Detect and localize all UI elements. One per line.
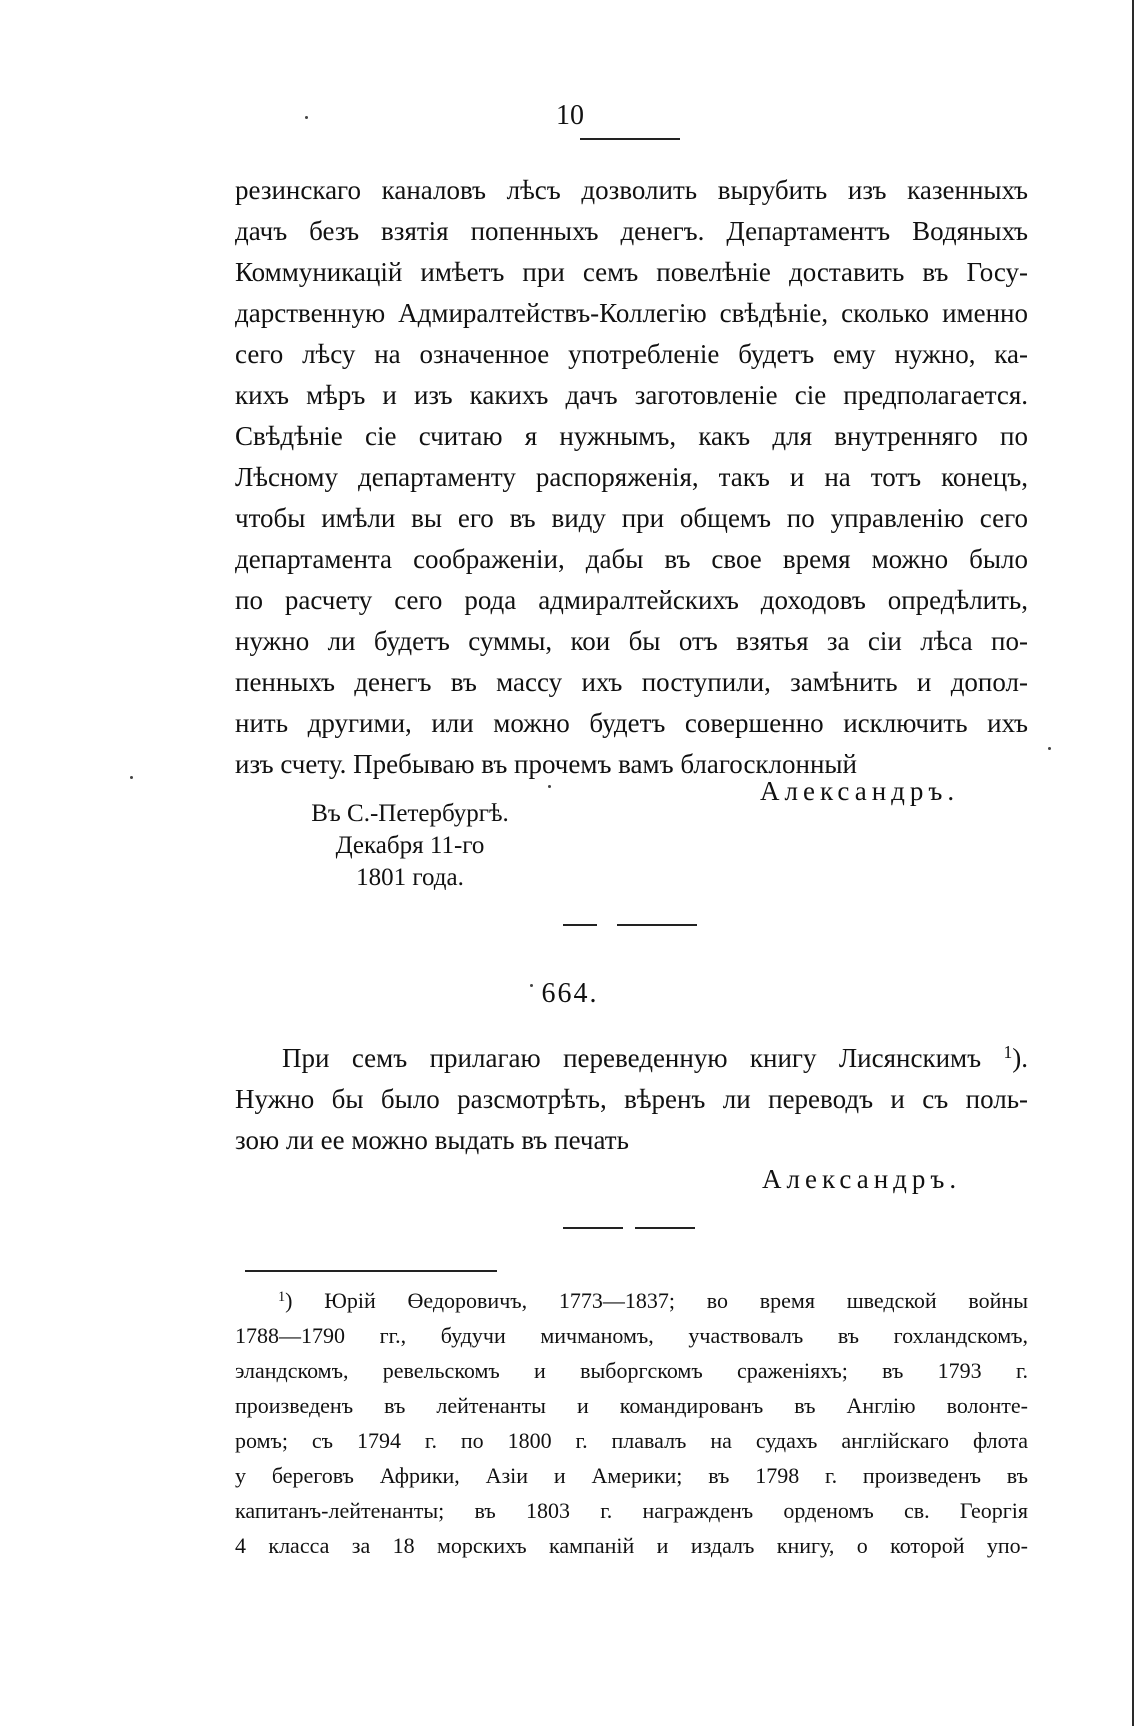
page-number: 10 [556, 100, 584, 131]
body-line: резинскаго каналовъ лѣсъ дозволить вырубить изъ казенныхъ [235, 175, 1028, 205]
separator-rule [563, 1227, 623, 1229]
place-line: Въ С.-Петербургѣ. [311, 800, 509, 827]
scan-speck [305, 116, 308, 119]
date-line: Декабря 11-го [335, 832, 485, 859]
page-edge-line [1132, 0, 1134, 1726]
body-line: Нужно бы было разсмотрѣть, вѣренъ ли переводъ и съ поль- [235, 1084, 1028, 1114]
place-date-block [280, 798, 540, 894]
body-text: При семъ прилагаю переведенную книгу Лисянскимъ [282, 1043, 1004, 1073]
separator-rule [635, 1227, 695, 1229]
body-line: департамента соображеніи, дабы въ свое время можно было [235, 544, 1028, 574]
body-text: ). [1012, 1043, 1028, 1073]
footnote-marker: 1 [278, 1288, 286, 1305]
footnote-line: ромъ; съ 1794 г. по 1800 г. плавалъ на судахъ англійскаго флота [235, 1428, 1028, 1453]
scan-speck [130, 776, 133, 779]
footnote-rule [245, 1270, 497, 1272]
footnote-line: произведенъ въ лейтенанты и командированъ въ Англію волонте- [235, 1393, 1028, 1418]
signature-alexander: Александръ. [762, 1164, 962, 1194]
body-line [282, 1038, 1028, 1078]
body-line: чтобы имѣли вы его въ виду при общемъ по управленію сего [235, 503, 1028, 533]
footnote-line: эландскомъ, ревельскомъ и выборгскомъ сраженіяхъ; въ 1793 г. [235, 1358, 1028, 1383]
signature-alexander: Александръ. [760, 776, 960, 806]
footnote-ref: 1 [1003, 1042, 1013, 1063]
body-line: дачъ безъ взятія попенныхъ денегъ. Департаментъ Водяныхъ [235, 216, 1028, 246]
document-number: 664. [541, 978, 599, 1009]
body-line: Коммуникацій имѣетъ при семъ повелѣніе доставить въ Госу- [235, 257, 1028, 287]
footnote-line: капитанъ-лейтенанты; въ 1803 г. награжденъ орденомъ св. Георгія [235, 1498, 1028, 1523]
body-line: зою ли ее можно выдать въ печать [235, 1125, 629, 1155]
page-number-rule [580, 138, 680, 140]
body-line: пенныхъ денегъ въ массу ихъ поступили, замѣнить и допол- [235, 667, 1028, 697]
footnote-text: ) Юрій Өедоровичъ, 1773—1837; во время шведской войны [285, 1288, 1028, 1313]
body-line: сего лѣсу на означенное употребленіе будетъ ему нужно, ка- [235, 339, 1028, 369]
body-line: по расчету сего рода адмиралтейскихъ доходовъ опредѣлить, [235, 585, 1028, 615]
body-line: изъ счету. Пребываю въ прочемъ вамъ благосклонный [235, 749, 858, 779]
scan-speck [1048, 747, 1051, 750]
body-line: нужно ли будетъ суммы, кои бы отъ взятья за сіи лѣса по- [235, 626, 1028, 656]
footnote-line: 4 класса за 18 морскихъ кампаній и издалъ книгу, о которой упо- [235, 1533, 1028, 1558]
body-line: Лѣсному департаменту распоряженія, такъ и на тотъ конецъ, [235, 462, 1028, 492]
footnote-line: 1788—1790 гг., будучи мичманомъ, участвовалъ въ гохландскомъ, [235, 1323, 1028, 1348]
body-line: кихъ мѣръ и изъ какихъ дачъ заготовленіе сіе предполагается. [235, 380, 1028, 410]
scan-speck [530, 984, 533, 987]
body-line: нить другими, или можно будетъ совершенно исключить ихъ [235, 708, 1028, 738]
body-line: дарственную Адмиралтействъ-Коллегію свѣдѣніе, сколько именно [235, 298, 1028, 328]
year-line: 1801 года. [356, 864, 464, 891]
body-line: Свѣдѣніе сіе считаю я нужнымъ, какъ для внутренняго по [235, 421, 1028, 451]
separator-rule [563, 924, 597, 926]
footnote-line [278, 1285, 1028, 1317]
separator-rule [617, 924, 697, 926]
footnote-line: у береговъ Африки, Азіи и Америки; въ 1798 г. произведенъ въ [235, 1463, 1028, 1488]
scan-speck [548, 785, 551, 788]
